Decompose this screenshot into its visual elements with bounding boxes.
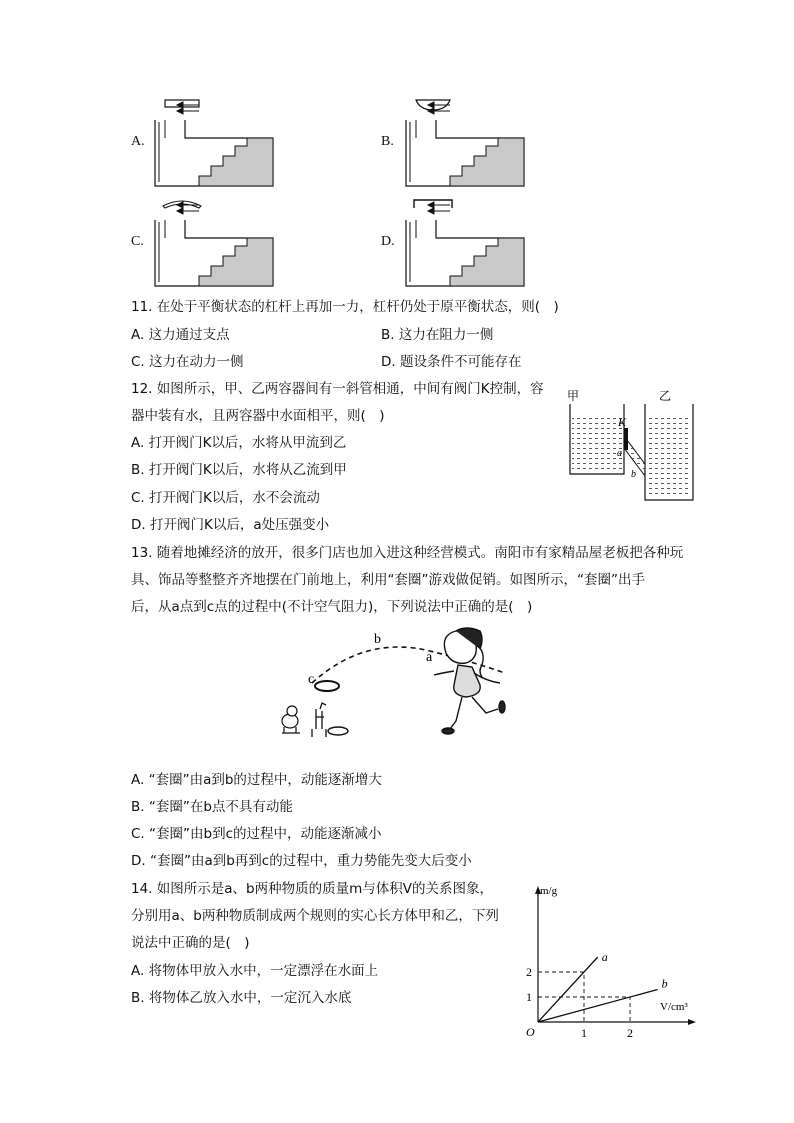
x-axis-arrow — [688, 1019, 696, 1025]
q10-figure-d — [406, 200, 524, 286]
q11-option-c: C. 这力在动力一侧 — [131, 354, 244, 370]
q13-stem-line3: 后，从a点到c点的过程中(不计空气阻力)，下列说法中正确的是( ) — [131, 599, 533, 615]
q13-label-c: c — [308, 672, 315, 687]
series-line-a — [538, 957, 598, 1022]
series-label-a: a — [601, 950, 608, 964]
q11-option-b: B. 这力在阻力一侧 — [381, 327, 494, 343]
q10-label-b: B. — [381, 134, 394, 149]
q13-option-c: C. “套圈”由b到c的过程中，动能逐渐减小 — [131, 826, 382, 842]
q13-option-a: A. “套圈”由a到b的过程中，动能逐渐增大 — [131, 772, 382, 788]
q12-option-d: D. 打开阀门K以后，a处压强变小 — [131, 517, 330, 533]
q12-label-k: K — [618, 415, 627, 429]
q10-figure-c — [155, 201, 273, 286]
q14-stem-line1: 14. 如图所示是a、b两种物质的质量m与体积V的关系图象， — [131, 881, 493, 897]
x-axis-label: V/cm³ — [660, 1001, 688, 1013]
y-axis-label: m/g — [540, 885, 558, 897]
q14-stem-line3: 说法中正确的是( ) — [131, 935, 250, 951]
q10-label-a: A. — [131, 134, 145, 149]
q12-label-jia: 甲 — [567, 389, 580, 403]
q12-option-a: A. 打开阀门K以后，水将从甲流到乙 — [131, 435, 347, 451]
q10-figure-a — [155, 100, 273, 186]
q10-label-d: D. — [381, 234, 395, 249]
q12-label-yi: 乙 — [659, 389, 672, 403]
q12-option-c: C. 打开阀门K以后，水不会流动 — [131, 490, 320, 506]
q10-figure-b — [406, 100, 524, 186]
origin-label: O — [526, 1025, 535, 1039]
q10-label-c: C. — [131, 234, 144, 249]
q10-figures — [0, 0, 794, 300]
q14-stem-line2: 分别用a、b两种物质制成两个规则的实心长方体甲和乙，下列 — [131, 908, 499, 924]
q11-option-d: D. 题设条件不可能存在 — [381, 354, 522, 370]
q12-label-b: b — [631, 469, 636, 480]
q14-option-b: B. 将物体乙放入水中，一定沉入水底 — [131, 990, 352, 1006]
q13-label-b: b — [374, 632, 381, 647]
q12-stem-line1: 12. 如图所示，甲、乙两容器间有一斜管相通，中间有阀门K控制，容 — [131, 381, 544, 397]
q13-label-a: a — [426, 650, 433, 665]
y-tick-label: 2 — [526, 965, 532, 979]
q12-container-figure — [565, 386, 695, 506]
q13-option-b: B. “套圈”在b点不具有动能 — [131, 799, 293, 815]
q12-option-b: B. 打开阀门K以后，水将从乙流到甲 — [131, 462, 347, 478]
q11-option-a: A. 这力通过支点 — [131, 327, 230, 343]
q12-stem-line2: 器中装有水，且两容器中水面相平，则( ) — [131, 408, 385, 424]
x-tick-label: 1 — [581, 1026, 587, 1040]
q13-ring-toss-figure — [270, 625, 520, 750]
q13-stem-line1: 13. 随着地摊经济的放开，很多门店也加入进这种经营模式。南阳市有家精品屋老板把各种玩 — [131, 545, 684, 561]
q11-stem: 11. 在处于平衡状态的杠杆上再加一力，杠杆仍处于原平衡状态，则( ) — [131, 299, 559, 315]
x-tick-label: 2 — [627, 1026, 633, 1040]
q14-mass-volume-graph — [510, 880, 700, 1040]
q14-option-a: A. 将物体甲放入水中，一定漂浮在水面上 — [131, 963, 379, 979]
series-label-b: b — [661, 976, 668, 991]
series-line-b — [538, 990, 658, 1023]
y-tick-label: 1 — [526, 990, 532, 1004]
q13-option-d: D. “套圈”由a到b再到c的过程中，重力势能先变大后变小 — [131, 853, 472, 869]
q13-stem-line2: 具、饰品等整整齐齐地摆在门前地上，利用“套圈”游戏做促销。如图所示，“套圈”出手 — [131, 572, 645, 588]
q12-label-a: a — [617, 448, 622, 459]
